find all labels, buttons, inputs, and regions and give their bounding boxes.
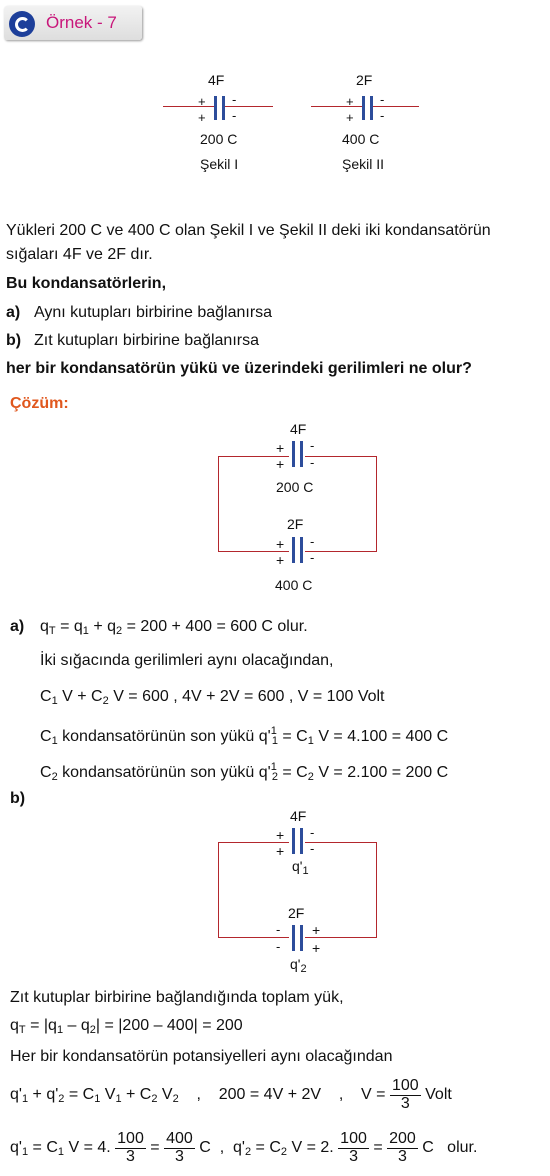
circuit-a-top-plate-left bbox=[292, 441, 295, 467]
circuit-a-cap-bottom: 2F bbox=[287, 516, 304, 532]
fig1-minus-top: - bbox=[232, 92, 237, 107]
fig1-minus-bottom: - bbox=[232, 108, 237, 123]
circuit-b-bottom-minus-2: - bbox=[276, 939, 281, 954]
circuit-b-top-minus-1: - bbox=[310, 825, 315, 840]
fig2-charge: 400 C bbox=[342, 131, 380, 147]
fig2-plus-bottom: + bbox=[346, 110, 354, 125]
circuit-b-top-plate-right bbox=[300, 828, 303, 854]
circuit-b-bottom-plus-2: + bbox=[312, 940, 321, 956]
fig2-caption: Şekil II bbox=[342, 156, 385, 172]
circuit-b-bottom-minus-1: - bbox=[276, 922, 281, 937]
circuit-a-top-minus-2: - bbox=[310, 455, 315, 470]
problem-b-label: b) bbox=[6, 332, 22, 349]
fig2-plate-left bbox=[362, 96, 365, 120]
circuit-b-top-minus-2: - bbox=[310, 841, 315, 856]
solution-title: Çözüm: bbox=[10, 395, 69, 412]
circuit-b-bottom-plus-1: + bbox=[312, 922, 321, 938]
problem-line-2: sığaları 4F ve 2F dır. bbox=[6, 246, 153, 263]
circuit-a-cap-top: 4F bbox=[290, 421, 307, 437]
part-b-eq2: $q_T = |q_1 - q_2| = |200 - 400| = 200$ bbox=[10, 1017, 243, 1036]
fig2-plus-top: + bbox=[346, 94, 354, 109]
circuit-b-cap-top: 4F bbox=[290, 808, 307, 824]
part-b-line1: Zıt kutuplar birbirine bağlandığında toplam yük, bbox=[10, 989, 344, 1006]
circuit-b-cap-bottom: 2F bbox=[288, 905, 305, 921]
fig1-plus-bottom: + bbox=[198, 110, 206, 125]
problem-b-text: Zıt kutupları birbirine bağlanırsa bbox=[34, 332, 259, 349]
fig1-caption: Şekil I bbox=[200, 156, 239, 172]
part-a-line5: $C_2$ kondansatörünün son yükü $q'^1_2 = C_2$ V = 2.100 = 200 C bbox=[40, 761, 449, 783]
circuit-a-bottom-minus-2: - bbox=[310, 550, 315, 565]
problem-a-label: a) bbox=[6, 304, 21, 321]
fig2-minus-top: - bbox=[380, 92, 385, 107]
fig1-capacitance: 4F bbox=[208, 72, 225, 88]
part-a-label: a) bbox=[10, 618, 25, 635]
part-b-label: b) bbox=[10, 790, 26, 807]
fig2-capacitance: 2F bbox=[356, 72, 373, 88]
problem-line-1: Yükleri 200 C ve 400 C olan Şekil I ve Şekil II deki iki kondansatörün bbox=[6, 222, 491, 239]
example-label: Örnek - 7 bbox=[46, 13, 117, 32]
circuit-a-top-minus-1: - bbox=[310, 438, 315, 453]
circuit-b-top-plus-1: + bbox=[276, 827, 285, 843]
circuit-a-bottom-plate-right bbox=[300, 537, 303, 563]
circuit-b-charge-top: $q'_1$ bbox=[292, 858, 309, 877]
part-b-eq5: $q'_1 = C_1$ V = 4. $\frac{100}{3}$ = $\frac{400}{3}$ C , $q'_2 = C_2$ V = 2. $\frac{100}{3}$ = $\frac{200}{3}$ C olur. bbox=[10, 1129, 478, 1165]
part-a-eq1: $q_T = q_1 + q_2 = 200 + 400 = 600$ C olur. bbox=[40, 618, 308, 637]
circuit-a-bottom-minus-1: - bbox=[310, 534, 315, 549]
circuit-a-top-plate-right bbox=[300, 441, 303, 467]
circuit-a-bottom-plus-2: + bbox=[276, 552, 285, 568]
fig1-plate-left bbox=[214, 96, 217, 120]
part-b-line3: Her bir kondansatörün potansiyelleri aynı olacağından bbox=[10, 1048, 393, 1065]
problem-question: her bir kondansatörün yükü ve üzerindeki gerilimleri ne olur? bbox=[6, 360, 472, 377]
fig1-wire-left bbox=[163, 106, 215, 107]
circuit-b-top-plate-left bbox=[292, 828, 295, 854]
part-b-eq4: $q'_1 + q'_2 = C_1$ $V_1 + C_2$ $V_2$ , 200 = 4V + 2V , V = $\frac{100}{3}$ Volt bbox=[10, 1076, 452, 1112]
fig1-plus-top: + bbox=[198, 94, 206, 109]
circuit-a-wire bbox=[218, 456, 377, 552]
fig1-charge: 200 C bbox=[200, 131, 238, 147]
circuit-b-top-plus-2: + bbox=[276, 843, 285, 859]
fig2-minus-bottom: - bbox=[380, 108, 385, 123]
fig1-plate-right bbox=[222, 96, 225, 120]
part-a-line4: $C_1$ kondansatörünün son yükü $q'^1_1 = C_1$ V = 4.100 = 400 C bbox=[40, 725, 449, 747]
circuit-b-charge-bottom: $q'_2$ bbox=[290, 956, 307, 975]
example-icon bbox=[9, 11, 35, 37]
part-a-eq3: $C_1$ $V + C_2$ V = 600 , 4V + 2V = 600 , V = 100 Volt bbox=[40, 688, 385, 707]
example-badge bbox=[4, 6, 142, 40]
circuit-b-wire bbox=[218, 842, 377, 938]
fig2-plate-right bbox=[370, 96, 373, 120]
circuit-b-bottom-plate-right bbox=[300, 925, 303, 951]
part-a-line2: İki sığacında gerilimleri aynı olacağından, bbox=[40, 652, 334, 669]
problem-a-text: Aynı kutupları birbirine bağlanırsa bbox=[34, 304, 273, 321]
circuit-a-charge-bottom: 400 C bbox=[275, 577, 313, 593]
circuit-a-bottom-plus-1: + bbox=[276, 536, 285, 552]
circuit-a-top-plus-2: + bbox=[276, 456, 285, 472]
fig2-wire-left bbox=[311, 106, 363, 107]
problem-line-3: Bu kondansatörlerin, bbox=[6, 275, 167, 292]
circuit-a-top-plus-1: + bbox=[276, 440, 285, 456]
circuit-a-charge-top: 200 C bbox=[276, 479, 314, 495]
circuit-a-bottom-plate-left bbox=[292, 537, 295, 563]
circuit-b-bottom-plate-left bbox=[292, 925, 295, 951]
